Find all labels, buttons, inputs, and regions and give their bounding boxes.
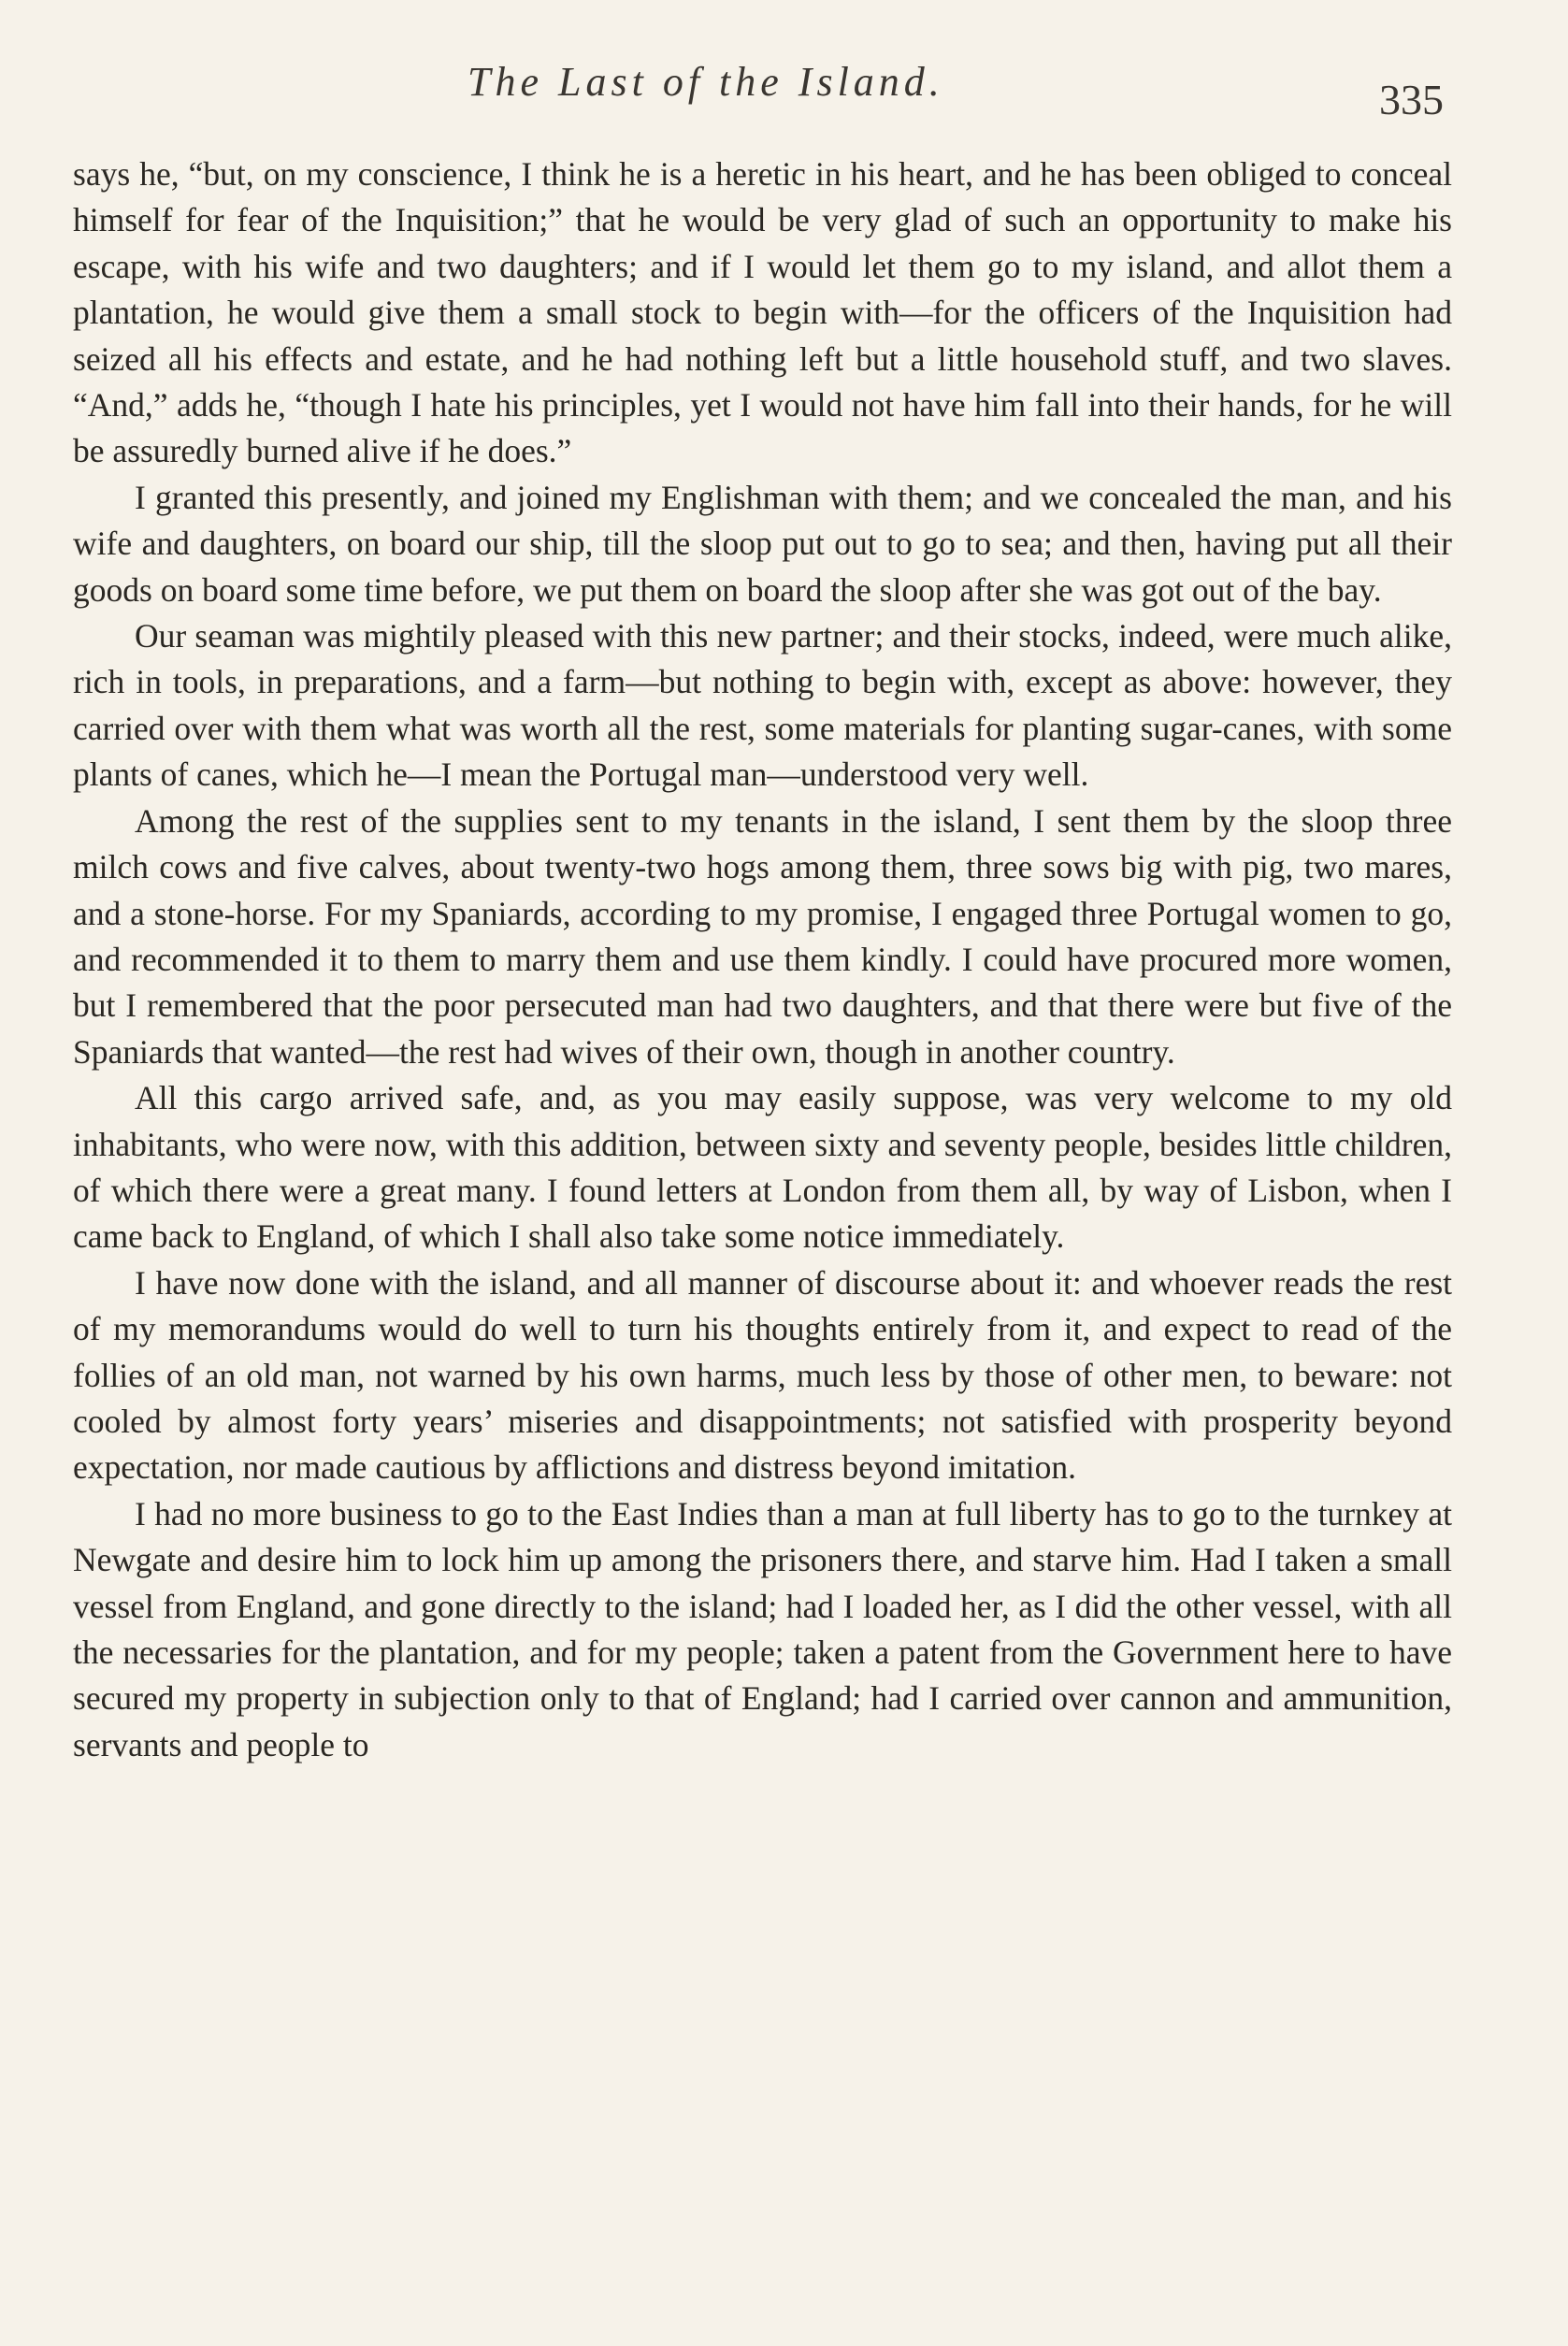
page-number: 335 <box>1379 76 1444 123</box>
paragraph-4: Among the rest of the supplies sent to my tenants in the island, I sent them by the sloop three milch cows and five calves, about twenty-two hogs among them, three sows big with pig, two mares, and a stone-horse. For my Spaniards, according to my promise, I engaged three Portugal women to go, and recommended it to them to marry them and use them kindly. I could have procured more women, but I remembered that the poor persecuted man had two daughters, and that there were but five of the Spaniards that wanted—the rest had wives of their own, though in another country. <box>73 801 1452 1071</box>
paragraph-3: Our seaman was mightily pleased with this new partner; and their stocks, indeed, were much alike, rich in tools, in preparations, and a farm—but nothing to begin with, except as above: however, they carried over with them what was worth all the rest, some materials for planting sugar-canes, with some plants of canes, which he—I mean the Portugal man—understood very well. <box>73 617 1452 794</box>
page-header <box>0 58 1568 123</box>
paragraph-7: I had no more business to go to the East Indies than a man at full liberty has to go to the turnkey at Newgate and desire him to lock him up among the prisoners there, and starve him. Had I taken a small vessel from England, and gone directly to the island; had I loaded her, as I did the other vessel, with all the necessaries for the plantation, and for my people; taken a patent from the Government here to have secured my property in subjection only to that of England; had I carried over cannon and ammunition, servants and people to <box>73 1494 1452 1763</box>
paragraph-1: says he, “but, on my conscience, I think he is a heretic in his heart, and he has been obliged to conceal himself for fear of the Inquisition;” that he would be very glad of such an opportunity to make his escape, with his wife and two daughters; and if I would let them go to my island, and allot them a plantation, he would give them a small stock to begin with—for the officers of the Inquisition had seized all his effects and estate, and he had nothing left but a little household stuff, and two slaves. “And,” adds he, “though I hate his principles, yet I would not have him fall into their hands, for he will be assuredly burned alive if he does.” <box>73 155 1452 470</box>
body-text <box>73 151 1452 1768</box>
paragraph-5: All this cargo arrived safe, and, as you may easily suppose, was very welcome to my old inhabitants, who were now, with this addition, between sixty and seventy people, besides little children, of which there were a great many. I found letters at London from them all, by way of Lisbon, when I came back to England, of which I shall also take some notice immediately. <box>73 1079 1452 1256</box>
running-title: The Last of the Island. <box>468 59 944 105</box>
paragraph-2: I granted this presently, and joined my Englishman with them; and we concealed the man, and his wife and daughters, on board our ship, till the sloop put out to go to sea; and then, having put all their goods on board some time before, we put them on board the sloop after she was got out of the bay. <box>73 478 1452 609</box>
paragraph-6: I have now done with the island, and all manner of discourse about it: and whoever reads the rest of my memorandums would do well to turn his thoughts entirely from it, and expect to read of the follies of an old man, not warned by his own harms, much less by those of other men, to beware: not cooled by almost forty years’ miseries and disappointments; not satisfied with prosperity beyond expectation, nor made cautious by afflictions and distress beyond imitation. <box>73 1263 1452 1487</box>
